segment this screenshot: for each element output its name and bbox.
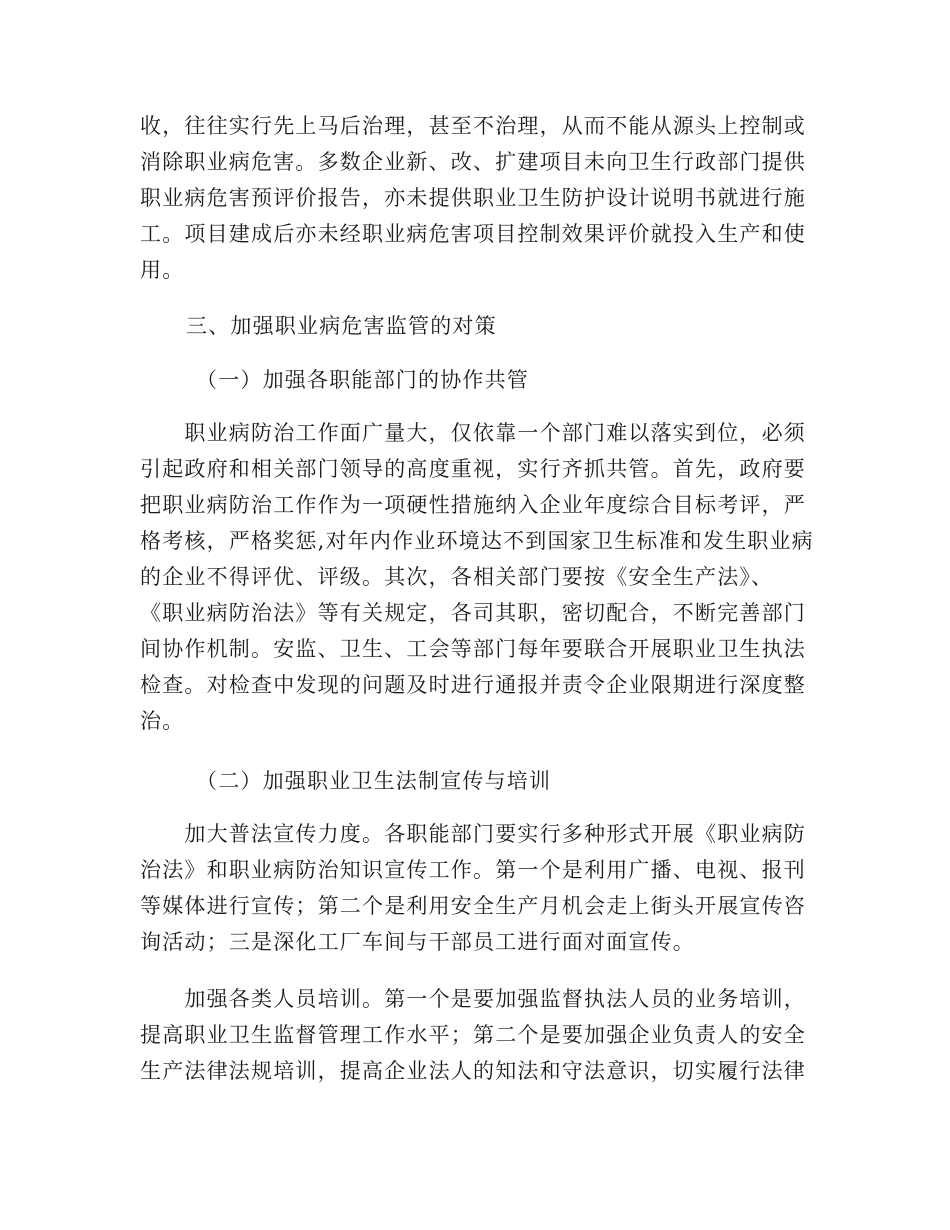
text-line: 等媒体进行宣传；第二个是利用安全生产月机会走上街头开展宣传咨	[140, 894, 806, 918]
paragraph-continued	[140, 108, 810, 288]
text-line: 检查。对检查中发现的问题及时进行通报并责令企业限期进行深度整	[140, 673, 806, 697]
text-line: 把职业病防治工作作为一项硬性措施纳入企业年度综合目标考评，严	[140, 493, 806, 517]
text-line: 收，往往实行先上马后治理，甚至不治理，从而不能从源头上控制或	[140, 114, 806, 138]
text-line: 治。	[140, 709, 185, 733]
paragraph-cooperation	[140, 415, 814, 739]
paragraph-publicity	[140, 816, 810, 960]
paragraph-training	[140, 981, 810, 1089]
text-line: 格考核，严格奖惩,对年内作业环境达不到国家卫生标准和发生职业病	[140, 529, 814, 553]
text-line: 提高职业卫生监督管理工作水平；第二个是要加强企业负责人的安全	[140, 1023, 806, 1047]
text-line: 用。	[140, 258, 185, 282]
subheading-cooperation: （一）加强各职能部门的协作共管	[196, 368, 529, 392]
text-line: 治法》和职业病防治知识宣传工作。第一个是利用广播、电视、报刊	[140, 858, 806, 882]
section-heading: 三、加强职业病危害监管的对策	[186, 314, 497, 338]
text-line: 消除职业病危害。多数企业新、改、扩建项目未向卫生行政部门提供	[140, 150, 806, 174]
text-line: 间协作机制。安监、卫生、工会等部门每年要联合开展职业卫生执法	[140, 637, 806, 661]
text-line: 生产法律法规培训，提高企业法人的知法和守法意识，切实履行法律	[140, 1059, 806, 1083]
text-line: 职业病防治工作面广量大，仅依靠一个部门难以落实到位，必须	[140, 421, 806, 445]
text-line: 《职业病防治法》等有关规定，各司其职，密切配合，不断完善部门	[140, 601, 806, 625]
subheading-publicity: （二）加强职业卫生法制宣传与培训	[196, 769, 552, 793]
text-line: 工。项目建成后亦未经职业病危害项目控制效果评价就投入生产和使	[140, 222, 806, 246]
text-line: 询活动；三是深化工厂车间与干部员工进行面对面宣传。	[140, 930, 695, 954]
text-line: 加大普法宣传力度。各职能部门要实行多种形式开展《职业病防	[140, 822, 806, 846]
text-line: 职业病危害预评价报告，亦未提供职业卫生防护设计说明书就进行施	[140, 186, 806, 210]
text-line: 的企业不得评优、评级。其次，各相关部门要按《安全生产法》、	[140, 565, 774, 589]
text-line: 引起政府和相关部门领导的高度重视，实行齐抓共管。首先，政府要	[140, 457, 806, 481]
text-line: 加强各类人员培训。第一个是要加强监督执法人员的业务培训，	[140, 987, 806, 1011]
